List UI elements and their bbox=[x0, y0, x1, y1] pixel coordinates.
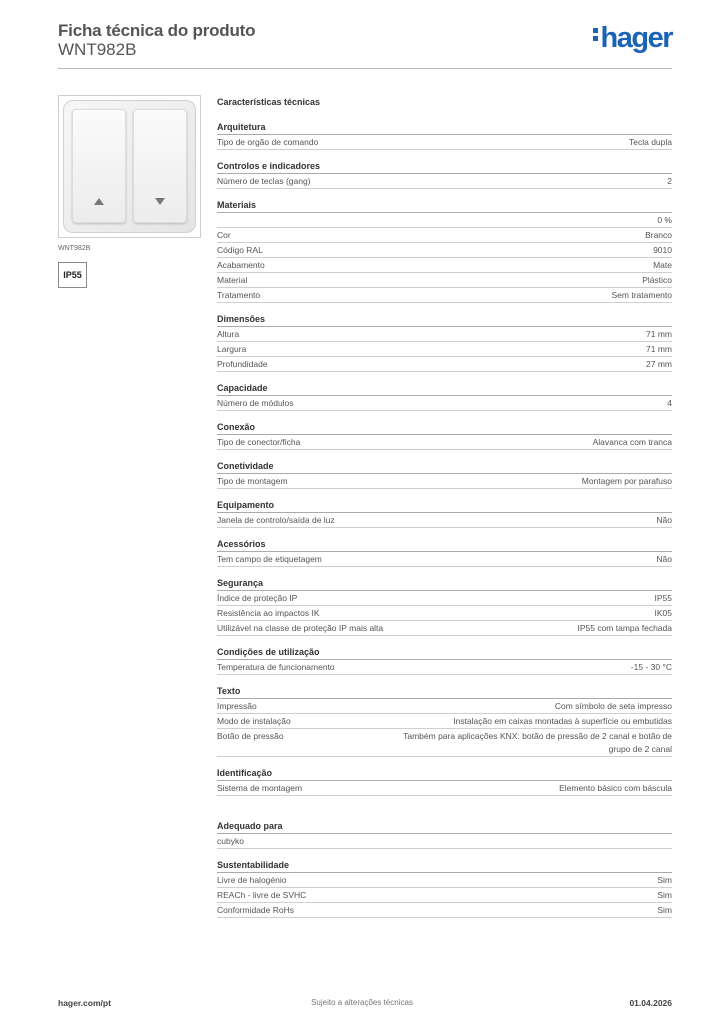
spec-label: Modo de instalação bbox=[217, 716, 291, 726]
spec-value: 71 mm bbox=[646, 329, 672, 339]
spec-value: Não bbox=[656, 515, 672, 525]
spec-label: REACh - livre de SVHC bbox=[217, 890, 307, 900]
spec-group-title: Equipamento bbox=[217, 499, 672, 513]
product-image bbox=[58, 95, 201, 238]
spec-group-title: Conetividade bbox=[217, 460, 672, 474]
spec-row bbox=[217, 213, 672, 228]
spec-value: Sem tratamento bbox=[611, 290, 672, 300]
spec-row bbox=[217, 781, 672, 796]
spec-row bbox=[217, 288, 672, 303]
spec-value: Sim bbox=[657, 890, 672, 900]
footer-date: 01.04.2026 bbox=[629, 998, 672, 1008]
spec-group bbox=[217, 382, 672, 411]
spec-label: Tipo de montagem bbox=[217, 476, 288, 486]
spec-row bbox=[217, 243, 672, 258]
spec-group bbox=[217, 499, 672, 528]
spec-value: Também para aplicações KNX: botão de pressão de 2 canal e botão de grupo de 2 canal bbox=[403, 731, 672, 754]
rocker-right bbox=[133, 109, 187, 223]
spec-label: Código RAL bbox=[217, 245, 263, 255]
arrow-down-icon bbox=[155, 198, 165, 205]
spec-group-title: Dimensões bbox=[217, 313, 672, 327]
spec-label: Sistema de montagem bbox=[217, 783, 303, 793]
spec-group-title: Adequado para bbox=[217, 820, 672, 834]
spec-group bbox=[217, 199, 672, 303]
spec-label: Botão de pressão bbox=[217, 731, 284, 741]
spec-value: IP55 bbox=[654, 593, 672, 603]
spec-group-title: Capacidade bbox=[217, 382, 672, 396]
spec-label: Tem campo de etiquetagem bbox=[217, 554, 322, 564]
spec-row bbox=[217, 873, 672, 888]
document-subtitle: WNT982B bbox=[58, 40, 137, 59]
spec-row bbox=[217, 342, 672, 357]
spec-value: IP55 com tampa fechada bbox=[577, 623, 672, 633]
spec-value: Montagem por parafuso bbox=[581, 476, 672, 486]
spec-group-title: Controlos e indicadores bbox=[217, 160, 672, 174]
hager-logo bbox=[593, 24, 672, 53]
specifications-title: Características técnicas bbox=[217, 97, 321, 107]
spec-group-title: Texto bbox=[217, 685, 672, 699]
spec-row bbox=[217, 258, 672, 273]
spec-value: 0 % bbox=[657, 215, 672, 225]
spec-value: Tecla dupla bbox=[628, 137, 672, 147]
footer-disclaimer: Sujeito a alterações técnicas bbox=[311, 998, 413, 1007]
header-divider bbox=[58, 68, 672, 69]
spec-label: cubyko bbox=[217, 836, 244, 846]
rocker-left bbox=[72, 109, 126, 223]
ip-rating-badge: IP55 bbox=[58, 262, 87, 288]
spec-group-title: Sustentabilidade bbox=[217, 859, 672, 873]
logo-dots-icon bbox=[593, 25, 599, 44]
spec-group-title: Arquitetura bbox=[217, 121, 672, 135]
spec-value: Sim bbox=[657, 905, 672, 915]
spec-value: Com símbolo de seta impresso bbox=[554, 701, 672, 711]
spec-group bbox=[217, 160, 672, 189]
spec-label: Número de módulos bbox=[217, 398, 294, 408]
spec-row bbox=[217, 228, 672, 243]
spec-value: Branco bbox=[645, 230, 672, 240]
spec-label: Acabamento bbox=[217, 260, 265, 270]
spec-group-title: Identificação bbox=[217, 767, 672, 781]
spec-label: Tipo de orgão de comando bbox=[217, 137, 319, 147]
spec-group bbox=[217, 121, 672, 150]
logo-text: hager bbox=[600, 22, 672, 54]
spec-row bbox=[217, 888, 672, 903]
spec-groups bbox=[217, 121, 672, 918]
arrow-up-icon bbox=[94, 198, 104, 205]
spec-label: Número de teclas (gang) bbox=[217, 176, 311, 186]
spec-label: Altura bbox=[217, 329, 240, 339]
spec-value: -15 - 30 °C bbox=[630, 662, 672, 672]
spec-row bbox=[217, 357, 672, 372]
spec-row bbox=[217, 729, 672, 757]
spec-row bbox=[217, 591, 672, 606]
footer-website: hager.com/pt bbox=[58, 998, 111, 1008]
spec-row bbox=[217, 714, 672, 729]
spec-row bbox=[217, 660, 672, 675]
spec-row bbox=[217, 474, 672, 489]
spec-row bbox=[217, 552, 672, 567]
spec-group bbox=[217, 421, 672, 450]
spec-value: Sim bbox=[657, 875, 672, 885]
spec-group bbox=[217, 820, 672, 849]
spec-label: Largura bbox=[217, 344, 247, 354]
spec-group bbox=[217, 859, 672, 918]
spec-row bbox=[217, 273, 672, 288]
spec-group-title: Condições de utilização bbox=[217, 646, 672, 660]
spec-row bbox=[217, 396, 672, 411]
spec-group bbox=[217, 313, 672, 372]
document-title: Ficha técnica do produto bbox=[58, 21, 256, 40]
spec-group bbox=[217, 538, 672, 567]
spec-value: Instalação em caixas montadas à superfície ou embutidas bbox=[453, 716, 672, 726]
spec-row bbox=[217, 174, 672, 189]
spec-label: Temperatura de funcionamento bbox=[217, 662, 335, 672]
spec-label: Material bbox=[217, 275, 248, 285]
spec-row bbox=[217, 621, 672, 636]
spec-row bbox=[217, 135, 672, 150]
spec-value: Alavanca com tranca bbox=[592, 437, 672, 447]
spec-value: IK05 bbox=[654, 608, 672, 618]
spec-value: Mate bbox=[653, 260, 672, 270]
spec-group bbox=[217, 767, 672, 796]
spec-label: Resistência ao impactos IK bbox=[217, 608, 320, 618]
spec-label: Índice de proteção IP bbox=[217, 593, 298, 603]
spec-group bbox=[217, 685, 672, 757]
spec-label: Utilizável na classe de proteção IP mais alta bbox=[217, 623, 384, 633]
spec-label: Tratamento bbox=[217, 290, 261, 300]
spec-group-title: Segurança bbox=[217, 577, 672, 591]
spec-row bbox=[217, 834, 672, 849]
spec-label: Conformidade RoHs bbox=[217, 905, 295, 915]
spec-value: Plástico bbox=[642, 275, 672, 285]
spec-group-title: Materiais bbox=[217, 199, 672, 213]
spec-label: Livre de halogénio bbox=[217, 875, 287, 885]
spec-label: Janela de controlo/saída de luz bbox=[217, 515, 335, 525]
spec-row bbox=[217, 903, 672, 918]
spec-group-title: Conexão bbox=[217, 421, 672, 435]
spec-value: 2 bbox=[667, 176, 672, 186]
specifications bbox=[217, 97, 672, 928]
spec-row bbox=[217, 699, 672, 714]
product-caption: WNT982B bbox=[58, 245, 91, 252]
spec-value: 4 bbox=[667, 398, 672, 408]
spec-label: Cor bbox=[217, 230, 231, 240]
switch-plate bbox=[63, 100, 196, 233]
spec-value: Elemento básico com báscula bbox=[559, 783, 672, 793]
spec-group bbox=[217, 460, 672, 489]
spec-label: Profundidade bbox=[217, 359, 268, 369]
spec-row bbox=[217, 435, 672, 450]
spec-label: Impressão bbox=[217, 701, 257, 711]
spec-value: 27 mm bbox=[646, 359, 672, 369]
spec-row bbox=[217, 327, 672, 342]
spec-label: Tipo de conector/ficha bbox=[217, 437, 301, 447]
spec-group bbox=[217, 646, 672, 675]
spec-group bbox=[217, 577, 672, 636]
spec-group-title: Acessórios bbox=[217, 538, 672, 552]
spec-row bbox=[217, 513, 672, 528]
spec-value: 9010 bbox=[653, 245, 672, 255]
spec-value: 71 mm bbox=[646, 344, 672, 354]
spec-value: Não bbox=[656, 554, 672, 564]
spec-row bbox=[217, 606, 672, 621]
